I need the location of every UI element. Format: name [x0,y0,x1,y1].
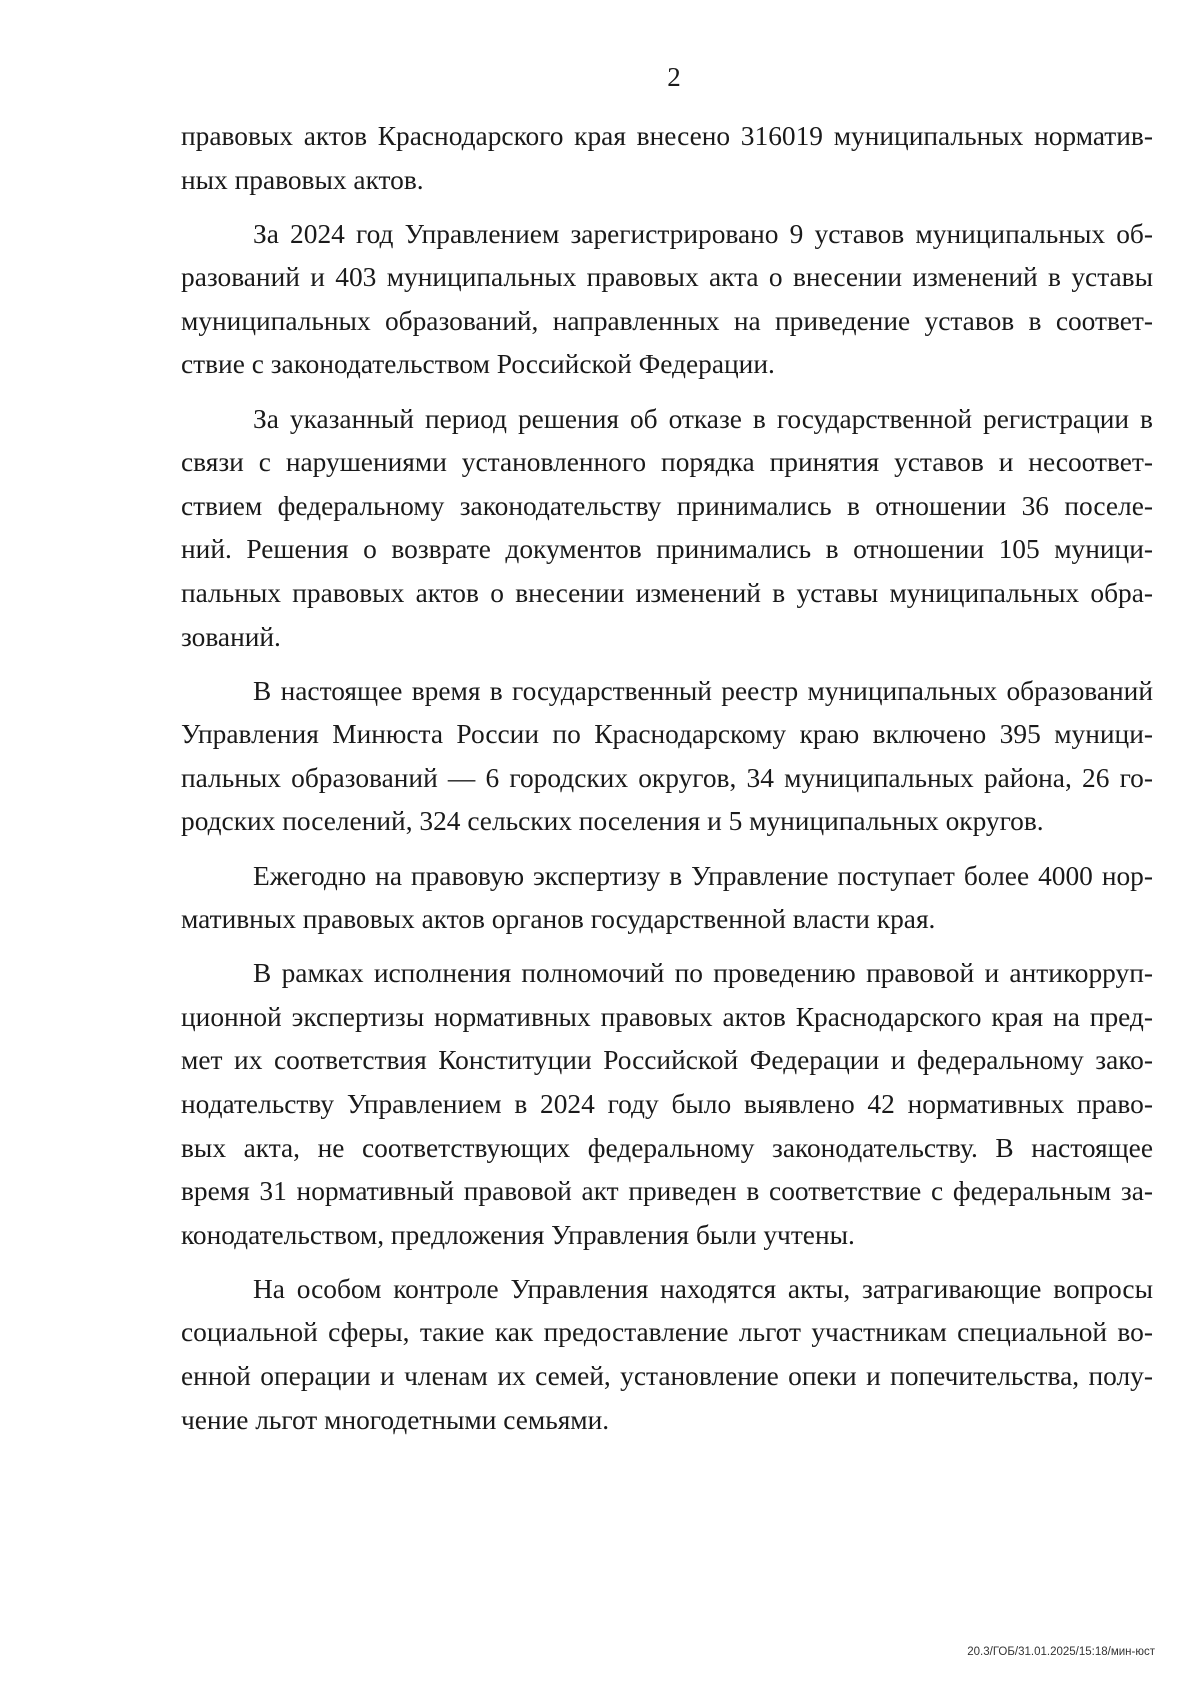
text-line: нодательству Управлением в 2024 году было выявлено 42 нормативных право- [181,1088,1153,1119]
paragraph [181,213,1153,387]
text-line: енной операции и членам их семей, установление опеки и попечительства, полу- [181,1361,1153,1392]
text-line: За указанный период решения об отказе в государственной регистрации в [253,403,1153,434]
text-line: ствием федеральному законодательству принимались в отношении 36 поселе- [181,490,1153,521]
paragraph-gap [181,844,1153,855]
paragraph [181,670,1153,844]
page-number: 2 [667,62,681,92]
paragraph-gap [181,202,1153,213]
text-line: ствие с законодательством Российской Федерации. [181,349,775,380]
text-line: связи с нарушениями установленного порядка принятия уставов и несоответ- [181,447,1153,478]
paragraph [181,952,1153,1257]
registration-stamp: 20.3/ГОБ/31.01.2025/15:18/мин-юст [967,1646,1155,1658]
text-line: правовых актов Краснодарского края внесено 316019 муниципальных норматив- [181,121,1153,151]
text-line: мативных правовых актов органов государственной власти края. [181,904,936,935]
text-line: время 31 нормативный правовой акт приведен в соответствие с федеральным за- [181,1176,1153,1207]
text-line: зований. [181,621,281,652]
text-line: ных правовых актов. [181,164,424,195]
text-line: пальных правовых актов о внесении изменений в уставы муниципальных обра- [181,577,1153,608]
text-line: чение льгот многодетными семьями. [181,1404,610,1435]
text-line: разований и 403 муниципальных правовых акта о внесении изменений в уставы [181,262,1153,293]
text-line: муниципальных образований, направленных на приведение уставов в соответ- [181,305,1153,336]
paragraph-gap [181,659,1153,670]
text-line: В настоящее время в государственный реестр муниципальных образований [253,675,1153,706]
paragraph [181,1268,1153,1442]
text-line: пальных образований — 6 городских округов, 34 муниципальных района, 26 го- [181,762,1153,793]
text-line: Управления Минюста России по Краснодарскому краю включено 395 муници- [181,719,1153,750]
text-line: В рамках исполнения полномочий по проведению правовой и антикорруп- [253,958,1153,989]
text-line: вых акта, не соответствующих федеральному законодательству. В настоящее [181,1132,1153,1163]
text-line: социальной сферы, такие как предоставление льгот участникам специальной во- [181,1317,1153,1348]
text-line: родских поселений, 324 сельских поселения и 5 муниципальных округов. [181,806,1044,837]
paragraph [181,855,1153,942]
paragraph [181,398,1153,660]
text-line: ний. Решения о возврате документов принимались в отношении 105 муници- [181,534,1153,565]
text-line: ционной экспертизы нормативных правовых актов Краснодарского края на пред- [181,1001,1153,1032]
text-line: мет их соответствия Конституции Российской Федерации и федеральному зако- [181,1045,1153,1076]
paragraph-gap [181,1257,1153,1268]
paragraph-gap [181,387,1153,398]
paragraph-gap [181,942,1153,953]
paragraph [181,115,1153,202]
document-body [181,115,1153,1442]
text-line: Ежегодно на правовую экспертизу в Управление поступает более 4000 нор- [253,860,1153,891]
text-line: На особом контроле Управления находятся акты, затрагивающие вопросы [253,1273,1153,1304]
text-line: За 2024 год Управлением зарегистрировано 9 уставов муниципальных об- [253,218,1153,249]
text-line: конодательством, предложения Управления были учтены. [181,1219,855,1250]
